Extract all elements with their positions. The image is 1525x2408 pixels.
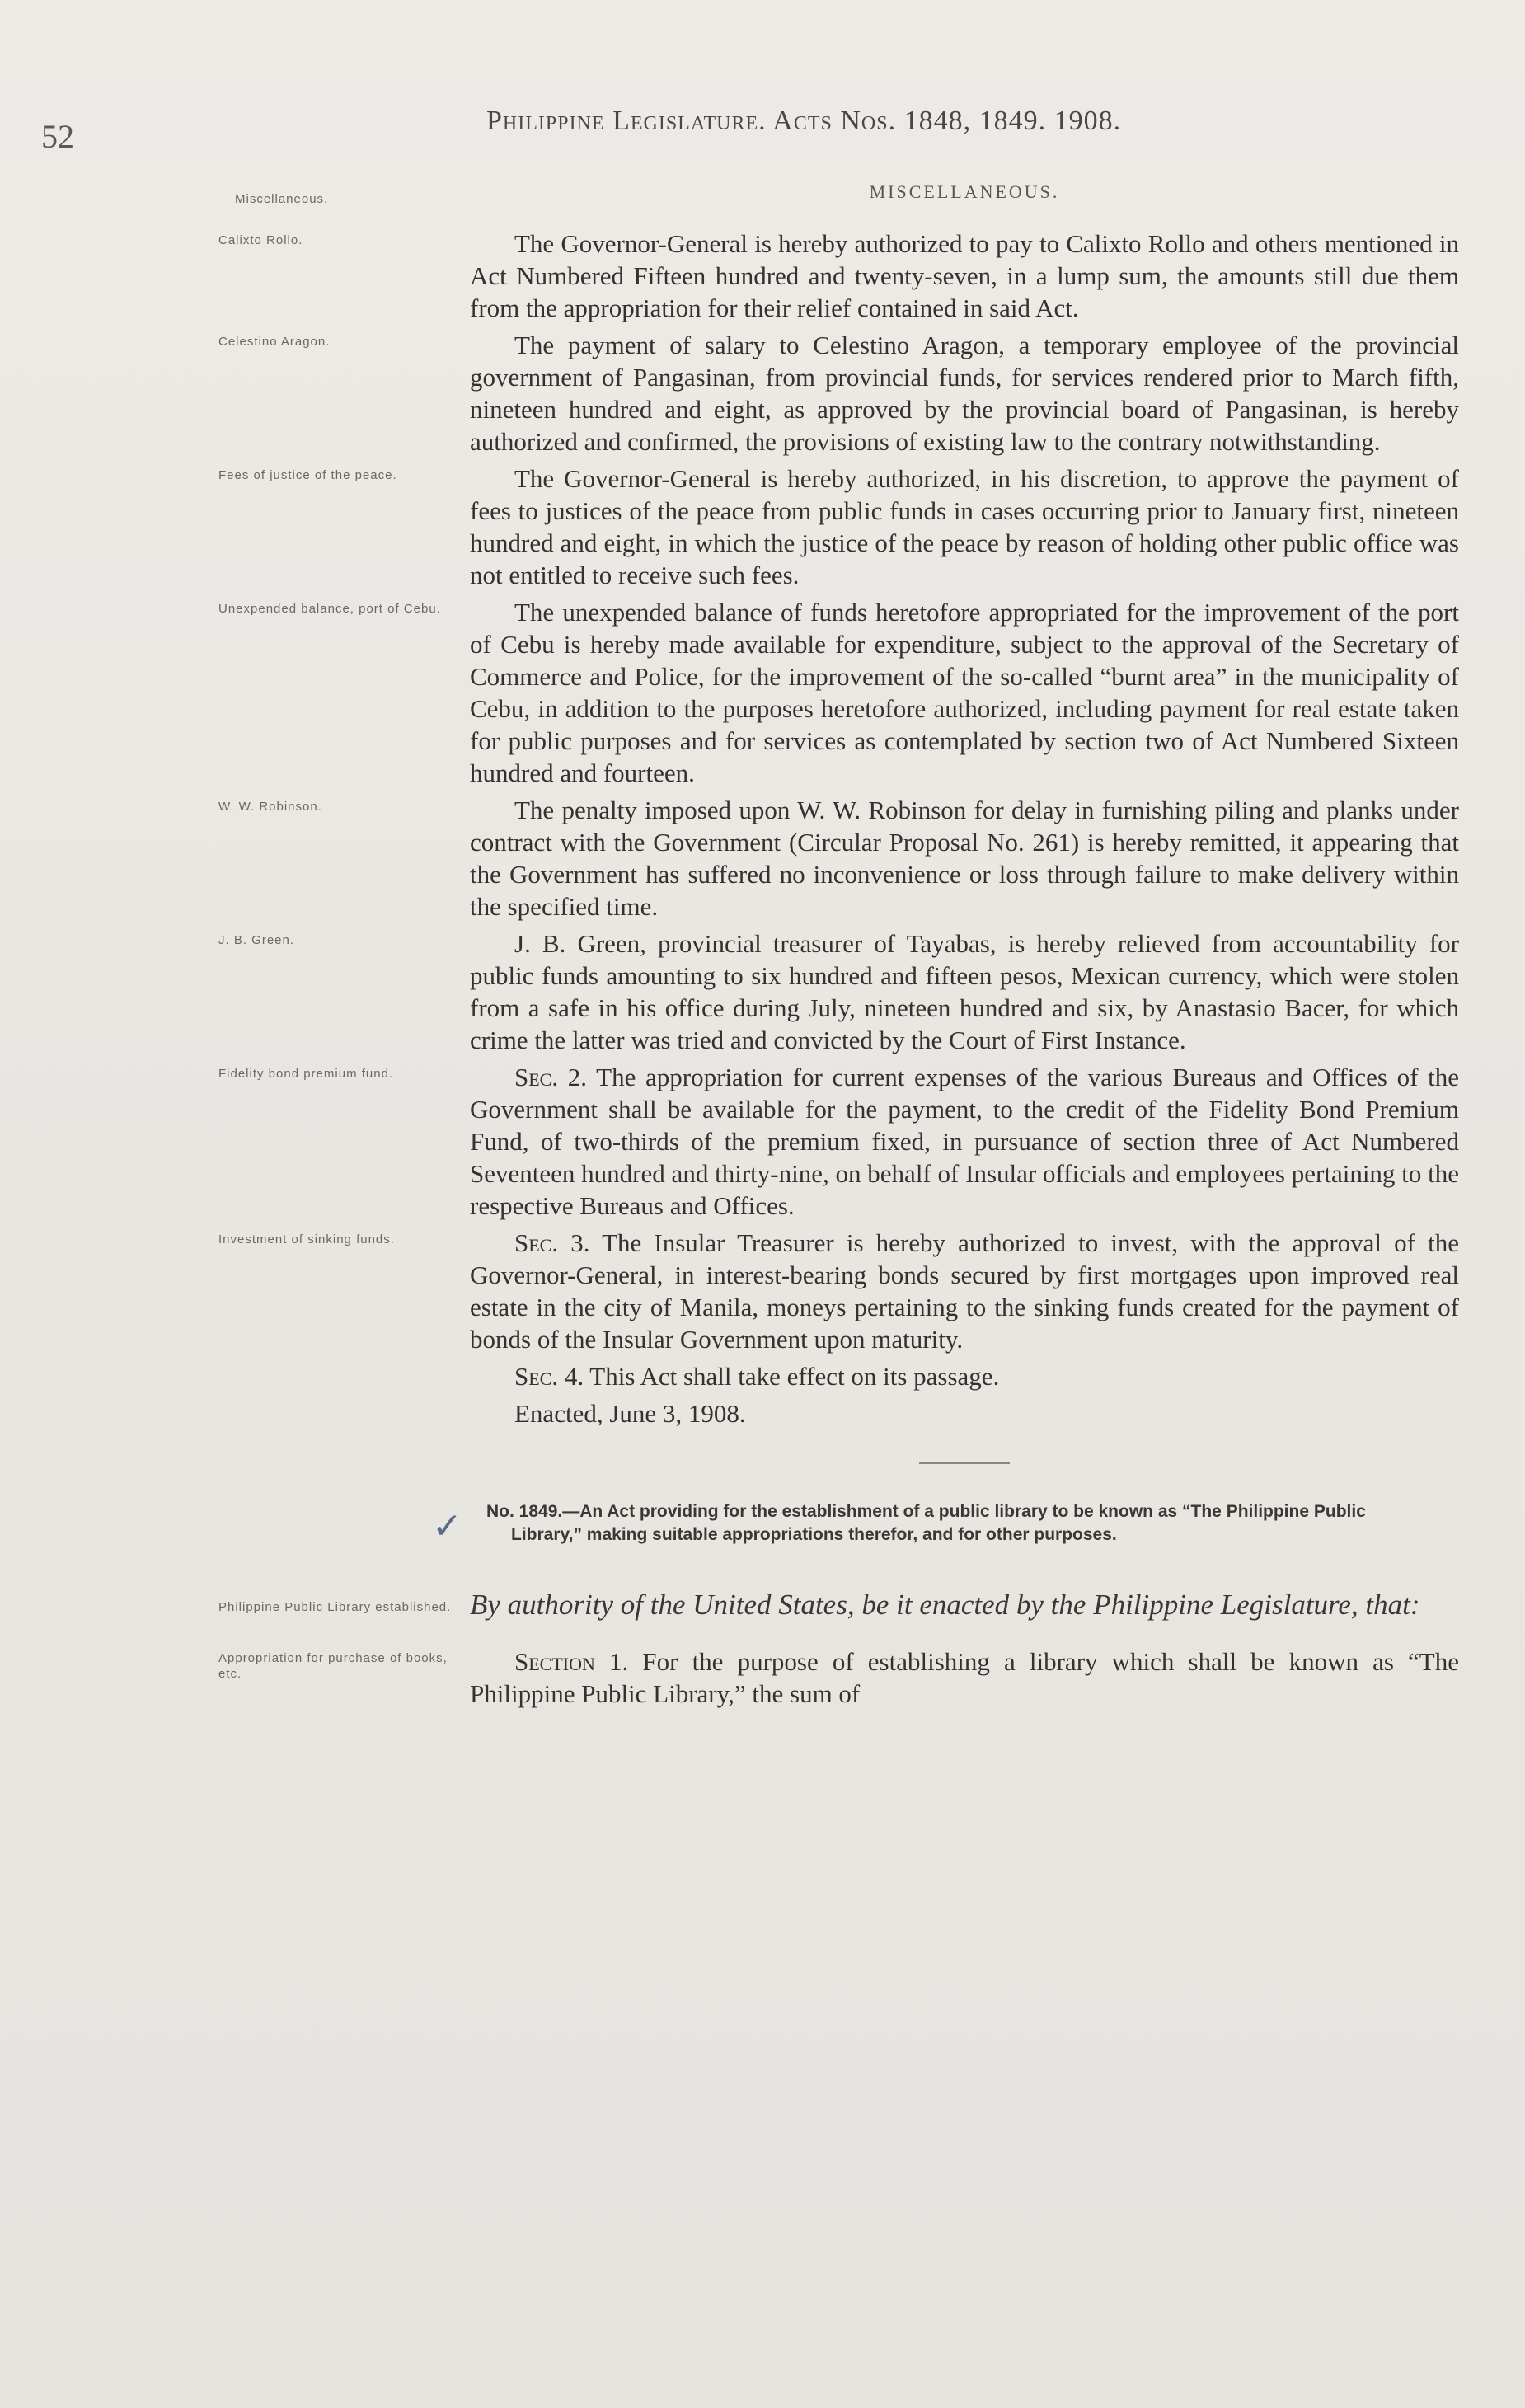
paragraph-section-1	[218, 1645, 1459, 1710]
section-heading: MISCELLANEOUS.	[869, 181, 1060, 202]
section-divider	[919, 1462, 1010, 1464]
act-title	[432, 1500, 1426, 1547]
paragraph-robinson	[218, 794, 1459, 922]
margin-note: Unexpended balance, port of Cebu.	[218, 602, 441, 616]
margin-note: Fidelity bond premium fund.	[218, 1067, 394, 1081]
enacting-text: By authority of the United States, be it enacted by the Philippine Legislature, that:	[470, 1589, 1420, 1621]
paragraph-fees-justice	[218, 462, 1459, 591]
act-title-text: No. 1849.—An Act providing for the establishment of a public library to be known as “The Philippine Public Library,” making suitable appropriations therefor, and for other purposes.	[486, 1502, 1366, 1544]
margin-note-miscellaneous: Miscellaneous.	[235, 192, 329, 206]
margin-note: Philippine Public Library established.	[218, 1600, 452, 1614]
paragraph-text: The penalty imposed upon W. W. Robinson for delay in furnishing piling and planks under contract with the Government (Circular Proposal No. 261) is hereby remitted, it appearing that the Government has suffered no inconvenience or loss through failure to make delivery within the specified time.	[470, 796, 1459, 921]
paragraph-text: The Governor-General is hereby authorized, in his discretion, to approve the payment of fees to justices of the peace from public funds in cases occurring prior to January first, nineteen hundred and eight, in which the justice of the peace by reason of holding other public office was not entitled to receive such fees.	[470, 464, 1459, 589]
section-label: Sec. 2.	[514, 1063, 588, 1091]
margin-note: Appropriation for purchase of books, etc.	[218, 1651, 448, 1681]
paragraph-section-3	[218, 1227, 1459, 1355]
section-label: Section 1.	[514, 1647, 629, 1676]
paragraph-text: For the purpose of establishing a library which shall be known as “The Philippine Public Library,” the sum of	[470, 1647, 1459, 1708]
section-label: Sec. 3.	[514, 1228, 590, 1257]
enacted-date: Enacted, June 3, 1908.	[514, 1399, 746, 1428]
margin-note: Calixto Rollo.	[218, 233, 303, 247]
paragraph-celestino-aragon	[218, 329, 1459, 458]
page-number: 52	[41, 118, 74, 155]
paragraph-text: The appropriation for current expenses of the various Bureaus and Offices of the Government shall be available for the payment, to the credit of the Fidelity Bond Premium Fund, of two-thirds of the premium fixed, in pursuance of section three of Act Numbered Seventeen hundred and thirty-nine, on behalf of Insular officials and employees pertaining to the respective Bureaus and Offices.	[470, 1063, 1459, 1220]
enacting-clause	[218, 1586, 1459, 1624]
paragraph-text: The Insular Treasurer is hereby authorized to invest, with the approval of the Governor-General, in interest-bearing bonds secured by first mortgages upon improved real estate in the city of Manila, moneys pertaining to the sinking funds created for the payment of bonds of the Insular Government upon maturity.	[470, 1228, 1459, 1354]
paragraph-section-2	[218, 1061, 1459, 1222]
paragraph-text: This Act shall take effect on its passage.	[584, 1362, 1000, 1391]
paragraph-text: The unexpended balance of funds heretofore appropriated for the improvement of the port of Cebu is hereby made available for expenditure, subject to the approval of the Secretary of Commerce and Police, for the improvement of the so-called “burnt area” in the municipality of Cebu, in addition to the purposes heretofore authorized, including payment for real estate taken for public purposes and for services as contemplated by section two of Act Numbered Sixteen hundred and fourteen.	[470, 598, 1459, 787]
paragraph-calixto-rollo	[218, 228, 1459, 324]
margin-note: J. B. Green.	[218, 933, 295, 947]
paragraph-section-4	[470, 1360, 1459, 1392]
paragraph-text: The payment of salary to Celestino Aragon, a temporary employee of the provincial government of Pangasinan, from provincial funds, for services rendered prior to March fifth, nineteen hundred and eight, as approved by the provincial board of Pangasinan, is hereby authorized and confirmed, the provisions of existing law to the contrary notwithstanding.	[470, 331, 1459, 456]
paragraph-green	[218, 927, 1459, 1056]
paragraph-port-of-cebu	[218, 596, 1459, 789]
checkmark-icon: ✓	[432, 1506, 462, 1547]
margin-note: Investment of sinking funds.	[218, 1232, 395, 1246]
text-column	[218, 181, 1459, 1715]
margin-note: Fees of justice of the peace.	[218, 468, 397, 482]
paragraph-text: The Governor-General is hereby authorized to pay to Calixto Rollo and others mentioned in Act Numbered Fifteen hundred and twenty-seven, in a lump sum, the amounts still due them from the appropriation for their relief contained in said Act.	[470, 229, 1459, 322]
running-head: Philippine Legislature. Acts Nos. 1848, 1849. 1908.	[486, 106, 1122, 136]
margin-note: Celestino Aragon.	[218, 335, 331, 349]
paragraph-text: J. B. Green, provincial treasurer of Tayabas, is hereby relieved from accountability for public funds amounting to six hundred and fifteen pesos, Mexican currency, which were stolen from a safe in his office during July, nineteen hundred and six, by Anastasio Bacer, for which crime the latter was tried and convicted by the Court of First Instance.	[470, 929, 1459, 1054]
section-label: Sec. 4.	[514, 1362, 584, 1391]
margin-note: W. W. Robinson.	[218, 800, 322, 814]
